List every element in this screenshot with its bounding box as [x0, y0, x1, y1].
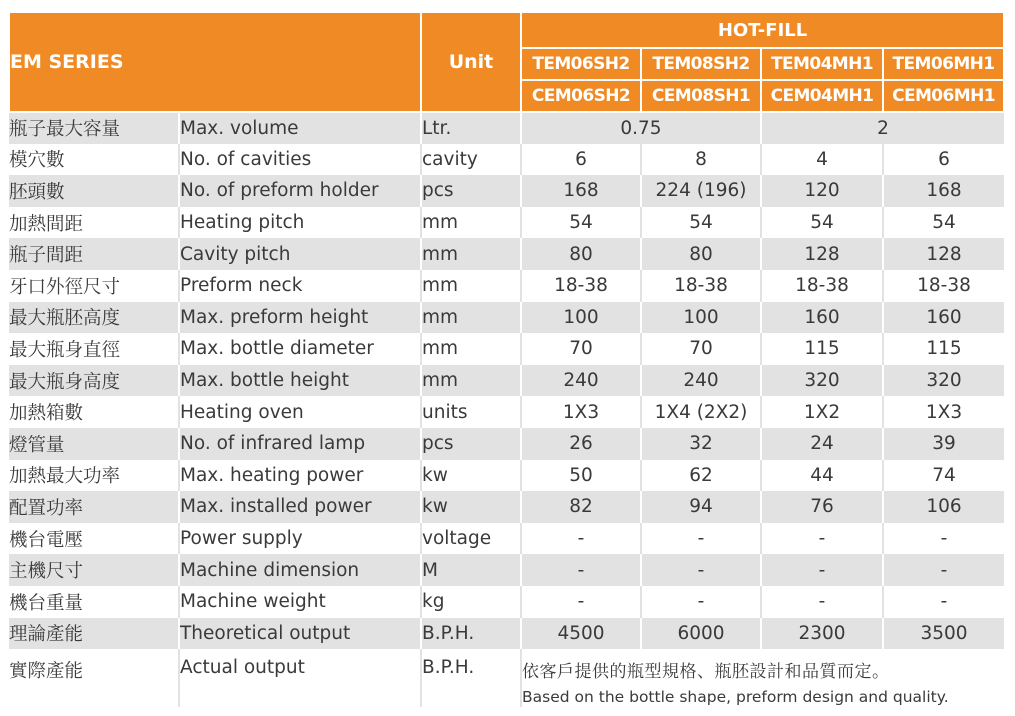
spec-label-zh: 最大瓶胚高度: [9, 302, 179, 334]
table-row: [9, 649, 1004, 707]
spec-unit: mm: [421, 365, 521, 397]
table-row: [9, 586, 1004, 618]
spec-label-en: No. of cavities: [179, 144, 421, 176]
model-bottom-1: CEM06SH2: [521, 80, 641, 112]
table-row: [9, 523, 1004, 555]
spec-value-1: 1X3: [521, 396, 641, 428]
hot-fill-header: HOT-FILL: [521, 12, 1004, 48]
spec-value-2: 1X4 (2X2): [641, 396, 761, 428]
table-row: [9, 302, 1004, 334]
spec-label-zh: 實際產能: [9, 649, 179, 707]
spec-value-3: 2300: [761, 618, 883, 650]
spec-value-3: 115: [761, 333, 883, 365]
spec-value-1: 240: [521, 365, 641, 397]
model-top-3: TEM04MH1: [761, 48, 883, 80]
spec-label-en: Theoretical output: [179, 618, 421, 650]
spec-value-1: 80: [521, 238, 641, 270]
spec-value-1: -: [521, 586, 641, 618]
spec-value-4: 115: [883, 333, 1004, 365]
spec-value-2: -: [641, 554, 761, 586]
spec-unit: mm: [421, 270, 521, 302]
table-row: [9, 207, 1004, 239]
spec-label-en: Actual output: [179, 649, 421, 707]
table-row: [9, 175, 1004, 207]
spec-value-3: 44: [761, 460, 883, 492]
spec-unit: units: [421, 396, 521, 428]
spec-value-4: -: [883, 554, 1004, 586]
spec-value-1: 168: [521, 175, 641, 207]
spec-value-3: 320: [761, 365, 883, 397]
spec-value-2: 94: [641, 491, 761, 523]
spec-value-1: 6: [521, 144, 641, 176]
spec-value-1: 70: [521, 333, 641, 365]
spec-value-3: 1X2: [761, 396, 883, 428]
spec-value-3: 4: [761, 144, 883, 176]
spec-label-zh: 牙口外徑尺寸: [9, 270, 179, 302]
table-row: [9, 428, 1004, 460]
spec-unit: kw: [421, 491, 521, 523]
spec-unit: M: [421, 554, 521, 586]
spec-unit: mm: [421, 333, 521, 365]
spec-label-zh: 胚頭數: [9, 175, 179, 207]
actual-output-note: [521, 649, 1004, 707]
spec-value-2: -: [641, 586, 761, 618]
spec-label-en: Heating pitch: [179, 207, 421, 239]
spec-unit: B.P.H.: [421, 649, 521, 707]
spec-label-zh: 機台重量: [9, 586, 179, 618]
spec-unit: B.P.H.: [421, 618, 521, 650]
spec-value-4: 6: [883, 144, 1004, 176]
spec-value-2: 240: [641, 365, 761, 397]
spec-value-merged: 0.75: [521, 112, 761, 144]
table-row: [9, 238, 1004, 270]
table-row: [9, 144, 1004, 176]
spec-unit: mm: [421, 302, 521, 334]
spec-value-merged: 2: [761, 112, 1004, 144]
spec-value-4: 106: [883, 491, 1004, 523]
spec-label-en: Max. preform height: [179, 302, 421, 334]
spec-value-1: 18-38: [521, 270, 641, 302]
model-top-4: TEM06MH1: [883, 48, 1004, 80]
model-bottom-3: CEM04MH1: [761, 80, 883, 112]
spec-value-3: 18-38: [761, 270, 883, 302]
spec-value-1: -: [521, 554, 641, 586]
spec-label-en: Max. heating power: [179, 460, 421, 492]
spec-value-2: 18-38: [641, 270, 761, 302]
note-chinese: 依客戶提供的瓶型規格、瓶胚設計和品質而定。: [522, 662, 890, 683]
spec-value-2: 100: [641, 302, 761, 334]
table-row: [9, 491, 1004, 523]
spec-value-4: 18-38: [883, 270, 1004, 302]
spec-value-1: 26: [521, 428, 641, 460]
table-row: [9, 365, 1004, 397]
spec-label-zh: 加熱間距: [9, 207, 179, 239]
model-bottom-4: CEM06MH1: [883, 80, 1004, 112]
spec-label-zh: 瓶子最大容量: [9, 112, 179, 144]
table-row: [9, 396, 1004, 428]
spec-value-4: -: [883, 523, 1004, 555]
spec-label-en: Machine weight: [179, 586, 421, 618]
spec-value-4: 3500: [883, 618, 1004, 650]
spec-unit: kw: [421, 460, 521, 492]
series-title: EM SERIES: [9, 12, 421, 112]
table-row: [9, 112, 1004, 144]
spec-value-3: -: [761, 523, 883, 555]
spec-value-2: 80: [641, 238, 761, 270]
spec-unit: kg: [421, 586, 521, 618]
spec-unit: Ltr.: [421, 112, 521, 144]
note-english: Based on the bottle shape, preform design and quality.: [522, 688, 949, 707]
spec-unit: voltage: [421, 523, 521, 555]
spec-label-en: Heating oven: [179, 396, 421, 428]
spec-label-zh: 主機尺寸: [9, 554, 179, 586]
spec-label-zh: 理論產能: [9, 618, 179, 650]
spec-value-3: 120: [761, 175, 883, 207]
spec-value-1: 4500: [521, 618, 641, 650]
model-top-2: TEM08SH2: [641, 48, 761, 80]
spec-value-2: 62: [641, 460, 761, 492]
table-row: [9, 333, 1004, 365]
spec-unit: cavity: [421, 144, 521, 176]
spec-value-3: -: [761, 586, 883, 618]
spec-label-zh: 機台電壓: [9, 523, 179, 555]
spec-value-3: 54: [761, 207, 883, 239]
spec-value-3: -: [761, 554, 883, 586]
table-row: [9, 270, 1004, 302]
spec-label-en: Max. installed power: [179, 491, 421, 523]
spec-value-4: 128: [883, 238, 1004, 270]
spec-label-en: Preform neck: [179, 270, 421, 302]
spec-value-4: 160: [883, 302, 1004, 334]
table-body: [9, 112, 1004, 707]
spec-value-3: 160: [761, 302, 883, 334]
model-bottom-2: CEM08SH1: [641, 80, 761, 112]
spec-label-zh: 最大瓶身直徑: [9, 333, 179, 365]
spec-unit: pcs: [421, 175, 521, 207]
spec-value-1: 82: [521, 491, 641, 523]
spec-label-en: Power supply: [179, 523, 421, 555]
spec-value-4: 1X3: [883, 396, 1004, 428]
spec-value-4: 39: [883, 428, 1004, 460]
spec-label-zh: 加熱箱數: [9, 396, 179, 428]
spec-label-en: Max. volume: [179, 112, 421, 144]
spec-label-en: Cavity pitch: [179, 238, 421, 270]
spec-value-2: 6000: [641, 618, 761, 650]
spec-value-2: 32: [641, 428, 761, 460]
spec-value-2: 70: [641, 333, 761, 365]
spec-value-4: 320: [883, 365, 1004, 397]
spec-label-en: Max. bottle diameter: [179, 333, 421, 365]
spec-label-zh: 最大瓶身高度: [9, 365, 179, 397]
table-row: [9, 460, 1004, 492]
spec-value-3: 76: [761, 491, 883, 523]
spec-value-2: 224 (196): [641, 175, 761, 207]
spec-label-en: No. of infrared lamp: [179, 428, 421, 460]
spec-value-4: 74: [883, 460, 1004, 492]
spec-label-zh: 瓶子間距: [9, 238, 179, 270]
spec-label-en: Max. bottle height: [179, 365, 421, 397]
spec-value-3: 24: [761, 428, 883, 460]
spec-value-4: 168: [883, 175, 1004, 207]
spec-label-en: Machine dimension: [179, 554, 421, 586]
spec-value-4: -: [883, 586, 1004, 618]
spec-value-3: 128: [761, 238, 883, 270]
spec-value-1: -: [521, 523, 641, 555]
spec-unit: pcs: [421, 428, 521, 460]
spec-value-2: -: [641, 523, 761, 555]
spec-value-2: 54: [641, 207, 761, 239]
spec-value-1: 54: [521, 207, 641, 239]
spec-value-4: 54: [883, 207, 1004, 239]
table-row: [9, 554, 1004, 586]
spec-label-zh: 加熱最大功率: [9, 460, 179, 492]
spec-unit: mm: [421, 238, 521, 270]
table-header: [9, 12, 1004, 112]
table-row: [9, 618, 1004, 650]
spec-label-zh: 模穴數: [9, 144, 179, 176]
spec-value-2: 8: [641, 144, 761, 176]
spec-value-1: 100: [521, 302, 641, 334]
spec-table: [8, 11, 1005, 707]
spec-label-zh: 燈管量: [9, 428, 179, 460]
model-top-1: TEM06SH2: [521, 48, 641, 80]
spec-value-1: 50: [521, 460, 641, 492]
spec-label-en: No. of preform holder: [179, 175, 421, 207]
spec-label-zh: 配置功率: [9, 491, 179, 523]
unit-header: Unit: [421, 12, 521, 112]
spec-unit: mm: [421, 207, 521, 239]
